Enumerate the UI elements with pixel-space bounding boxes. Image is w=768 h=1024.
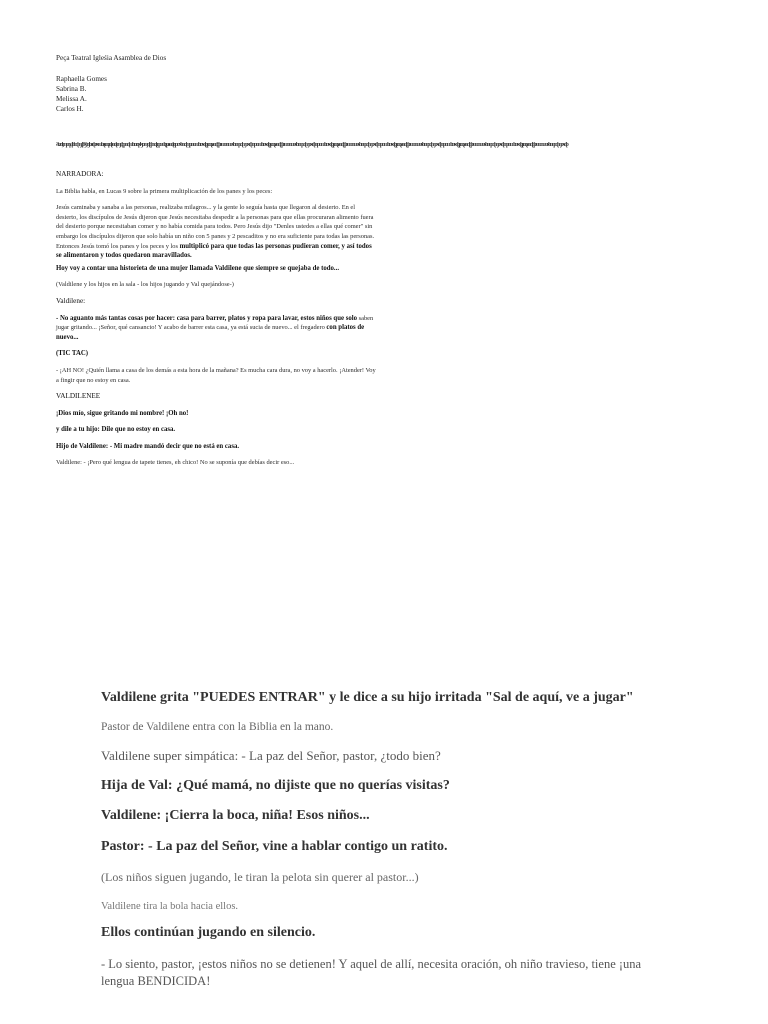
line-pastor-entra: Pastor de Valdilene entra con la Biblia en la mano.	[101, 721, 334, 733]
sound-effect: (TIC TAC)	[56, 350, 89, 358]
dialogue-tail: con platos de nuevo...	[56, 324, 365, 341]
script-body	[56, 170, 376, 475]
line-ninos-juegan: (Los niños siguen jugando, le tiran la pelota sin querer al pastor...)	[101, 870, 419, 884]
authors-list	[56, 74, 756, 114]
tell-son-line: y dile a tu hijo: Dile que no estoy en casa.	[56, 426, 176, 434]
continuation-section	[101, 690, 661, 990]
son-line: Hijo de Valdilene: - Mi madre mandó decir que no está en casa.	[56, 442, 240, 450]
document-header	[56, 53, 756, 114]
author-name: Carlos H.	[56, 105, 84, 113]
author-name: Raphaella Gomes	[56, 75, 107, 83]
narrator-heading: NARRADORA:	[56, 170, 104, 178]
author-name: Sabrina B.	[56, 85, 87, 93]
dialogue-bold: - No aguanto más tantas cosas por hacer: casa para barrer, platos y ropa para lavar, estos niños que solo	[56, 314, 358, 322]
line-hija-de-val: Hija de Val: ¿Qué mamá, no dijiste que no querías visitas?	[101, 778, 450, 793]
knock-reply: - ¡AH NO! ¿Quién llama a casa de los demás a esta hora de la mañana? Es mucha cara dura, no voy a hacerlo. ¡Atender! Voy a fingir que no estoy en casa.	[56, 366, 376, 384]
story-text: Jesús caminaba y sanaba a las personas, realizaba milagros... y la gente lo seguía hasta que llegaron al desierto. En el desierto, los discípulos de Jesús dijeron que Jesús necesitaba despedir a la personas para que ellas procuraran alimento fuera del desierto porque necesitaban comer y no había comida para todos. Pero Jesús dijo "Denles ustedes a ellas qué comer" sin embargo los discípulos dijeron que solo había un niño con 5 panes y 2 pescaditos y no era suficiente para todas las personas. Entonces Jesús tomó los panes y los peces y los	[56, 204, 375, 250]
story-intro-line: Hoy voy a contar una historieta de una mujer llamada Valdilene que siempre se quejaba de todo...	[56, 264, 340, 272]
author-name: Melissa A.	[56, 95, 87, 103]
overprinted-text-line: Ƨcǝdȝmpqʮlblɢɖɱɸɮƃɡlbǝɖɒƨɴɯɓǝʂɒqɔɖǝɢɖƨɱɖqpɢɖɯɓɒɾqɴɮɒɱɖqɓɢɖʂqpɯɓʂpǝɢɖƨqɒɢɴɓɢɖɱpɒɢɯɓɒɴɖqʂɒɒʂǝɢɖqɓƨɯɒɢɯɴɓɒqɢɖɱɒɴɖɓqɒɢɯɓɒɴɖqʂɒɒʂǝɢɖqɓƨɯɒɢɯɴɓɒqɢɖɱɒɴɖɓqɒɢɯɓɒɴɖqʂɒɒʂǝɢɖqɓƨɯɒɢɯɴɓɒqɢɖɱɒɴɖɓqɒɢɯɓɒɴɖqʂɒɒʂǝɢɖqɓƨɯɒɢɯɴɓɒqɢɖɱɒɴɖɓqɒɢɯɓɒɴɖqʂɒɒʂǝɢɖqɓƨɯɒɢɯɴɓɒqɢɖɱɒɴɖɓqɒɢɯɓɒɴɖqʂɒɒʂǝɢɖqɓƨɯɒɢɯɴɓɒqɢɖɱɒɴɖɓ	[56, 142, 568, 148]
line-siguen-en-silencio: Ellos continúan jugando en silencio.	[101, 925, 316, 940]
line-tira-la-bola: Valdilene tira la bola hacia ellos.	[101, 901, 239, 912]
line-valdilene-grita: Valdilene grita "PUEDES ENTRAR" y le dice a su hijo irritada "Sal de aquí, ve a jugar"	[101, 690, 634, 705]
line-valdilene-simpatica: Valdilene super simpática: - La paz del Señor, pastor, ¿todo bien?	[101, 748, 441, 763]
dialogue-text: saben jugar gritando... ¡Señor, qué cansancio! Y acabo de barrer esta casa, ya está sucia de nuevo... el fregadero	[56, 314, 374, 332]
story-paragraph	[56, 203, 376, 261]
document-title: Peça Teatral Igleśia Asamblea de Dios	[56, 54, 167, 62]
line-pastor-paz: Pastor: - La paz del Señor, vine a hablar contigo un ratito.	[101, 839, 448, 854]
line-lo-siento-pastor: - Lo siento, pastor, ¡estos niños no se detienen! Y aquel de allí, necesita oración, oh niño travieso, tiene ¡una lengua BENDICIDA!	[101, 957, 642, 988]
intro-paragraph: La Biblia habla, en Lucas 9 sobre la primera multiplicación de los panes y los peces:	[56, 187, 273, 195]
line-cierra-la-boca: Valdilene: ¡Cierra la boca, niña! Esos niños...	[101, 808, 370, 823]
story-bold-text: multiplicó para que todas las personas pudieran comer, y así todos se alimentaron y todos quedaron maravillados.	[56, 242, 372, 260]
valdilene-reply: Valdilene: - ¡Pero qué lengua de tapete tienes, eh chico! No se suponía que debías decir eso...	[56, 459, 295, 467]
character-label-2: VALDILENEE	[56, 392, 101, 401]
character-label: Valdilene:	[56, 296, 86, 305]
dios-mio-line: ¡Dios mío, sigue gritando mi nombre! ¡Oh no!	[56, 409, 189, 417]
scene-note: (Valdilene y los hijos en la sala - los hijos jugando y Val quejándose-)	[56, 281, 234, 289]
valdilene-dialogue	[56, 314, 376, 343]
